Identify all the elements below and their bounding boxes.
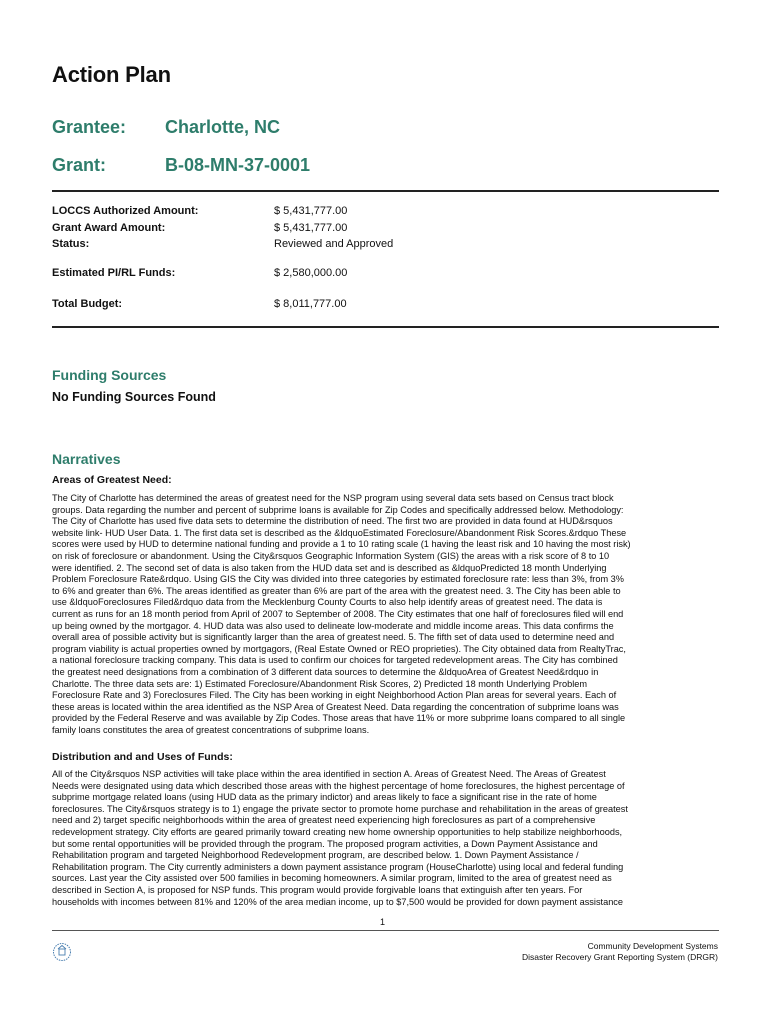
- text-line: Charlotte. The three data sets are: 1) Estimated Foreclosure/Abandonment Risk Scores, 2) Predicted 18 month Underlying Problem: [52, 678, 588, 689]
- text-line: family loans constitutes the area of greatest concentrations of subprime loans.: [52, 724, 370, 735]
- text-line: overall area of possible activity but is significantly larger than the area of greatest need. 5. The fifth set of data used to determine need and: [52, 632, 615, 643]
- pirl-value: $ 2,580,000.00: [274, 267, 348, 279]
- text-line: Needs were designated using data which described those areas with the highest percentage of home foreclosures, the highest percentage of: [52, 780, 625, 791]
- pirl-label: Estimated PI/RL Funds:: [52, 267, 176, 279]
- text-line: the greatest need designations from a combination of 3 different data sources to determine the &ldquoArea of Greatest Need&rdquo in: [52, 666, 599, 677]
- grantee-value: Charlotte, NC: [165, 117, 281, 137]
- text-line: but some rental opportunities will be provided through the program. The proposed program activities, a Down Payment Assistance and: [52, 838, 598, 849]
- text-line: redevelopment strategy. City efforts are geared primarily toward creating new home ownership opportunities to help stabilize neighborhoods,: [52, 826, 623, 837]
- footer-divider: [52, 930, 719, 931]
- text-line: households with incomes between 81% and 120% of the area median income, up to $7,500 would be provided for down payment assistance: [52, 896, 624, 907]
- narratives-heading: Narratives: [52, 451, 121, 467]
- text-line: The City of Charlotte has determined the areas of greatest need for the NSP program using several data sets based on Census tract block: [52, 493, 614, 503]
- distribution-paragraph: [52, 769, 712, 908]
- text-line: program viability is actual properties owned by mortgagors, (Real Estate Owned or REO proprieties). The City obtained data from RealtyTrac,: [52, 643, 626, 654]
- text-line: a national foreclosure tracking company. This data is used to confirm our choices for targeted redevelopment areas. The City has combined: [52, 655, 618, 666]
- page-title: Action Plan: [52, 62, 171, 87]
- text-line: groups. Data regarding the number and percent of subprime loans is available for Zip Codes and specifically addressed below. Methodology:: [52, 504, 624, 515]
- funding-heading: Funding Sources: [52, 367, 167, 383]
- footer-line-1: Community Development Systems: [587, 941, 718, 951]
- text-line: to 6% and greater than 6%. The areas identified as greater than 6% are part of the area with the greatest need. 3. The City has been able to: [52, 585, 621, 596]
- grant-value: B-08-MN-37-0001: [165, 155, 311, 175]
- hud-seal-icon: [52, 940, 72, 964]
- loccs-value: $ 5,431,777.00: [274, 205, 348, 217]
- status-value: Reviewed and Approved: [274, 238, 394, 250]
- total-value: $ 8,011,777.00: [274, 298, 347, 310]
- text-line: foreclosures. The City&rsquos strategy is to 1) engage the private sector to promote home purchase and rehabilitation in the areas of greatest: [52, 803, 628, 814]
- header-divider: [52, 190, 719, 192]
- text-line: on risk of foreclosure or abandonment. Using the City&rsquos Geographic Information System (GIS) the areas with a risk score of 8 to 10: [52, 550, 610, 561]
- greatest-need-heading: Areas of Greatest Need:: [52, 474, 172, 486]
- text-line: subprime mortgage related loans (using HUD data as the primary indictor) and areas likely to face a significant rise in the rate of home: [52, 792, 597, 803]
- page-number: 1: [380, 917, 386, 927]
- text-line: Problem Foreclosure Rate&rdquo. Using GIS the City was divided into three categories by estimated foreclosure rate: less than 3%, from 3%: [52, 574, 624, 585]
- text-line: need and 2) target specific neighborhoods within the area of greatest need experiencing high foreclosures as part of a comprehensive: [52, 815, 596, 826]
- text-line: The City of Charlotte has used five data sets to determine the distribution of need. The first two are provided in data found at HUD&rsquos: [52, 516, 613, 527]
- footer-line-2: Disaster Recovery Grant Reporting System (DRGR): [521, 952, 718, 962]
- award-value: $ 5,431,777.00: [274, 222, 348, 234]
- total-label: Total Budget:: [52, 298, 123, 310]
- text-line: current as runs for an 18 month period from April of 2007 to September of 2008. The City estimates that one half of foreclosures filed will end: [52, 608, 624, 619]
- text-line: provided by the Federal Reserve and was available by Zip Codes. Those areas that have 11% or more subprime loans compared to all single: [52, 713, 626, 724]
- grant-label: Grant:: [52, 155, 106, 175]
- funding-note: No Funding Sources Found: [52, 390, 216, 404]
- text-line: these areas is located within the area identified as the NSP Area of Greatest Need. Data regarding the concentration of subprime loans was: [52, 701, 619, 712]
- text-line: were identified. 2. The second set of data is also taken from the HUD data set and is described as &ldquoPredicted 18 month Underlying: [52, 562, 607, 573]
- status-label: Status:: [52, 238, 90, 250]
- grantee-label: Grantee:: [52, 117, 127, 137]
- distribution-heading: Distribution and and Uses of Funds:: [52, 751, 233, 763]
- text-line: Foreclosure Rate and 3) Foreclosures Filed. The City has been working in eight Neighborhood Action Plan areas for several years. Each of: [52, 690, 617, 701]
- text-line: website link- HUD User Data. 1. The first data set is described as the &ldquoEstimated Foreclosure/Abandonment Risk Scores.&rdquo These: [52, 527, 627, 538]
- text-line: Rehabilitation program. The City currently administers a down payment assistance program (HouseCharlotte) using local and federal funding: [52, 861, 624, 872]
- text-line: up being owned by the mortgagor. 4. HUD data was also used to delineate low-moderate and middle income areas. This data confirms the: [52, 620, 614, 631]
- greatest-need-paragraph: [52, 493, 712, 736]
- text-line: Rehabilitation program and targeted Neighborhood Redevelopment program, are described below. 1. Down Payment Assistance /: [52, 850, 579, 861]
- loccs-label: LOCCS Authorized Amount:: [52, 205, 199, 217]
- summary-divider: [52, 326, 719, 328]
- award-label: Grant Award Amount:: [52, 222, 166, 234]
- text-line: sources. Last year the City assisted over 500 families in becoming homeowners. A similar program, limited to the area of greatest need as: [52, 873, 612, 884]
- text-line: described in Section A, is proposed for NSP funds. This program would provide forgivable loans that extinguish after ten years. For: [52, 884, 583, 895]
- text-line: scores were used by HUD to determine national funding and provide a 1 to 10 rating scale (1 having the least risk and 10 having the most risk): [52, 539, 631, 550]
- text-line: use &ldquoForeclosures Filed&rdquo data from the Mecklenburg County Courts to also help identify areas of greatest need. The data is: [52, 597, 603, 608]
- text-line: All of the City&rsquos NSP activities will take place within the area identified in section A. Areas of Greatest Need. The Areas of Greatest: [52, 769, 606, 779]
